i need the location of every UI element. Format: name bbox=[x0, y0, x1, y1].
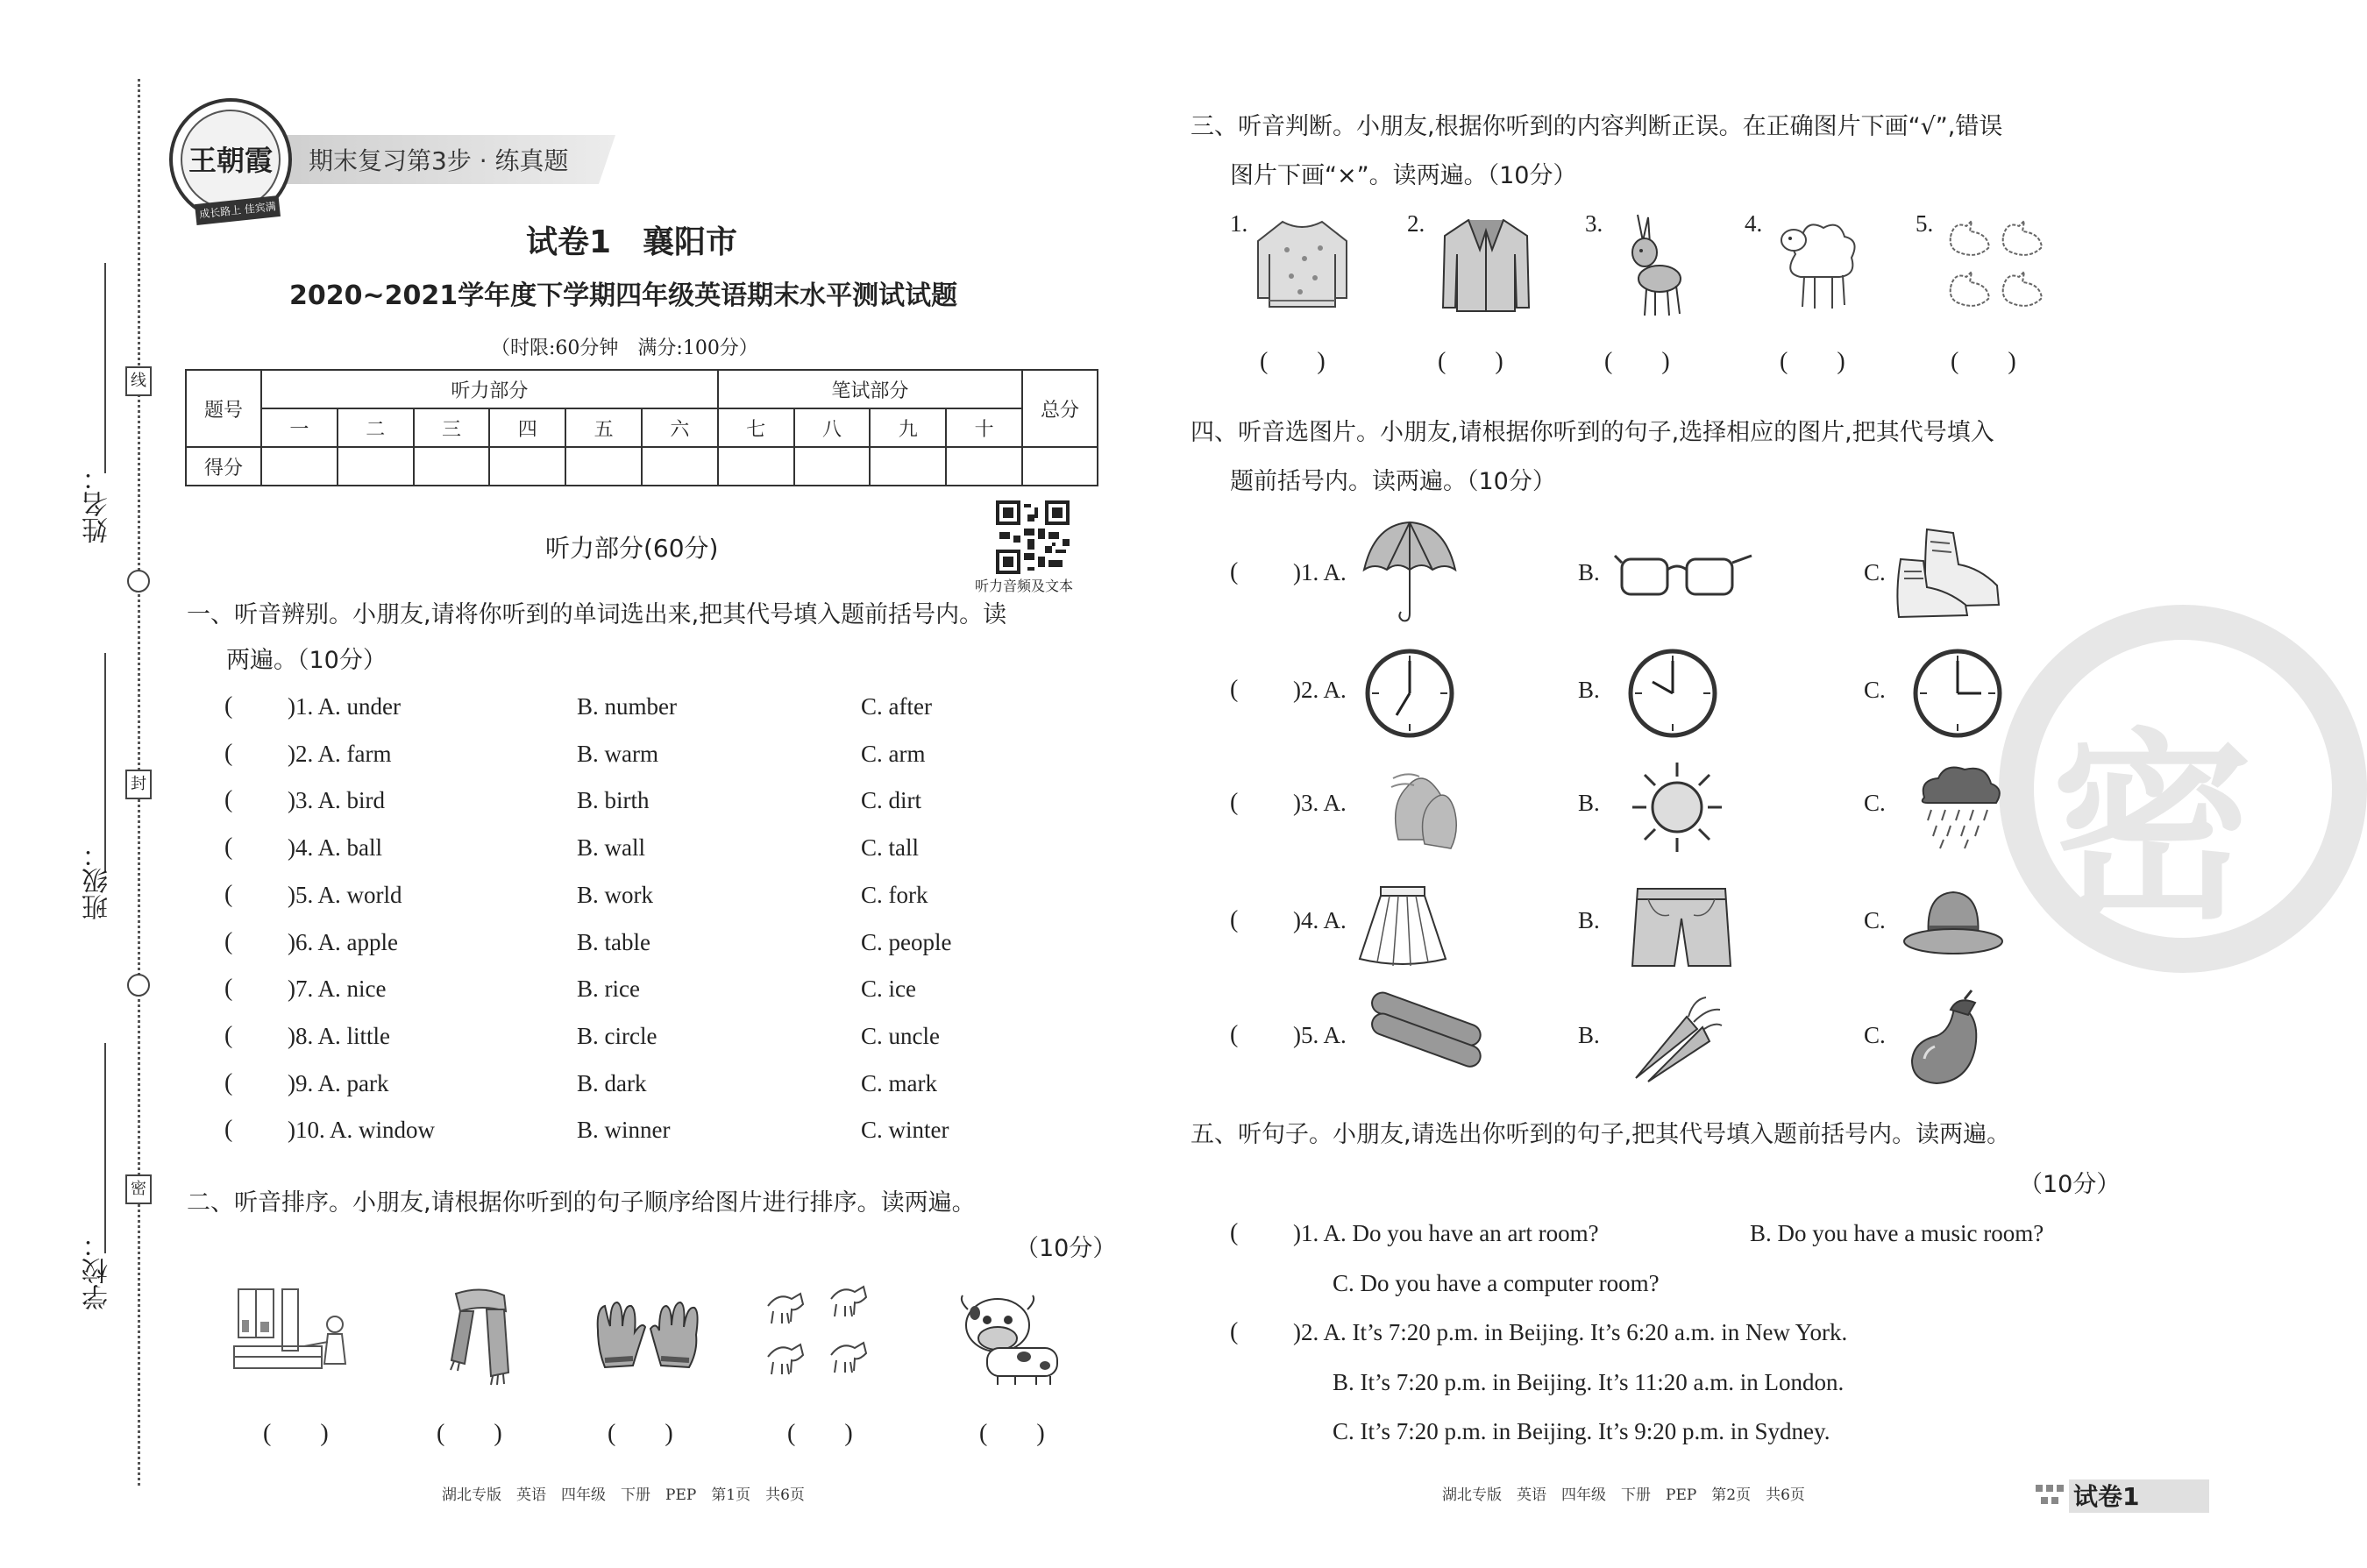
answer-paren-open[interactable]: ( bbox=[1230, 676, 1239, 703]
answer-paren-open[interactable]: ( bbox=[1230, 558, 1239, 585]
part1-option-b: B. work bbox=[577, 882, 653, 908]
part5-q1-option-b: B. Do you have a music room? bbox=[1750, 1220, 2044, 1246]
paper-title: 试卷1 襄阳市 bbox=[526, 224, 738, 260]
part1-option-a: )1. A. under bbox=[288, 693, 401, 720]
score-cell[interactable] bbox=[414, 447, 490, 486]
total-header: 总分 bbox=[1022, 370, 1098, 447]
eggplant-picture bbox=[1905, 987, 1993, 1088]
part4-heading-cont: 题前括号内。读两遍。（10分） bbox=[1230, 468, 1556, 495]
bread-picture bbox=[1368, 990, 1482, 1078]
school-blank-line bbox=[104, 1043, 106, 1253]
score-cell[interactable] bbox=[338, 447, 414, 486]
answer-blank[interactable]: ( ) bbox=[1951, 348, 2016, 375]
score-cell[interactable] bbox=[946, 447, 1022, 486]
dots-icon bbox=[2036, 1483, 2067, 1508]
part1-option-c: C. after bbox=[861, 693, 932, 720]
part3-heading-cont: 图片下画“×”。读两遍。（10分） bbox=[1230, 162, 1577, 189]
sheep-picture bbox=[1769, 210, 1866, 316]
part1-heading-cont: 两遍。（10分） bbox=[226, 647, 387, 674]
part1-option-c: C. tall bbox=[861, 834, 919, 861]
class-label: 班级： bbox=[82, 841, 113, 920]
part1-option-c: C. winter bbox=[861, 1117, 949, 1143]
part1-option-b: B. number bbox=[577, 693, 677, 720]
score-table bbox=[185, 369, 1098, 486]
total-score-cell[interactable] bbox=[1022, 447, 1098, 486]
q-number: 七 bbox=[718, 408, 794, 447]
part1-option-c: C. arm bbox=[861, 741, 926, 767]
part1-option-b: B. wall bbox=[577, 834, 645, 861]
listening-section-heading: 听力部分(60分) bbox=[545, 534, 719, 563]
answer-paren-open[interactable]: ( bbox=[224, 975, 233, 1002]
part4-heading: 四、听音选图片。小朋友,请根据你听到的句子,选择相应的图片,把其代号填入 bbox=[1191, 419, 1994, 446]
part1-option-a: )7. A. nice bbox=[288, 976, 387, 1002]
part4-option-c: C. bbox=[1864, 790, 1886, 816]
qr-caption: 听力音频及文本 bbox=[975, 578, 1074, 594]
part1-option-c: C. dirt bbox=[861, 787, 922, 813]
part4-option-b: B. bbox=[1578, 559, 1600, 585]
umbrella-picture bbox=[1357, 517, 1462, 627]
part1-option-a: )9. A. park bbox=[288, 1070, 389, 1096]
score-cell[interactable] bbox=[261, 447, 338, 486]
part5-q1-option-a: )1. A. Do you have an art room? bbox=[1293, 1220, 1599, 1246]
answer-paren-open[interactable]: ( bbox=[224, 1069, 233, 1096]
name-label: 姓名： bbox=[82, 465, 113, 543]
part1-option-b: B. winner bbox=[577, 1117, 671, 1143]
answer-paren-open[interactable]: ( bbox=[224, 1022, 233, 1049]
answer-blank[interactable]: ( ) bbox=[1438, 348, 1503, 375]
school-label: 学校： bbox=[82, 1231, 113, 1310]
score-cell[interactable] bbox=[870, 447, 946, 486]
rain-cloud-picture bbox=[1914, 759, 2006, 851]
writing-header: 笔试部分 bbox=[718, 370, 1022, 408]
margin-box-xian: 线 bbox=[125, 366, 152, 396]
horses-picture bbox=[761, 1280, 892, 1389]
brand-logo-band: 成长路上 佳宾满天 bbox=[195, 195, 281, 225]
part1-option-a: )2. A. farm bbox=[288, 741, 392, 767]
carrots-picture bbox=[1618, 990, 1724, 1087]
part4-option-b: B. bbox=[1578, 790, 1600, 816]
time-info: （时限:60分钟 满分:100分） bbox=[491, 337, 758, 359]
part4-option-a: )2. A. bbox=[1293, 677, 1347, 703]
picture-number: 3. bbox=[1585, 210, 1603, 237]
part4-option-c: C. bbox=[1864, 907, 1886, 933]
picture-number: 4. bbox=[1745, 210, 1763, 237]
answer-blank[interactable]: ( ) bbox=[979, 1420, 1045, 1447]
part4-option-b: B. bbox=[1578, 907, 1600, 933]
part2-heading: 二、听音排序。小朋友,请根据你听到的句子顺序给图片进行排序。读两遍。 bbox=[187, 1189, 976, 1217]
q-number: 二 bbox=[338, 408, 414, 447]
part1-option-c: C. uncle bbox=[861, 1023, 940, 1049]
step-ribbon-text: 期末复习第3步 · 练真题 bbox=[309, 146, 569, 175]
scarf-picture bbox=[443, 1285, 522, 1386]
score-cell[interactable] bbox=[718, 447, 794, 486]
answer-paren-open[interactable]: ( bbox=[1230, 1318, 1239, 1345]
part4-option-b: B. bbox=[1578, 1022, 1600, 1048]
jacket-picture bbox=[1438, 215, 1534, 316]
kitchen-picture bbox=[230, 1285, 361, 1381]
answer-blank[interactable]: ( ) bbox=[1604, 348, 1670, 375]
glasses-picture bbox=[1613, 543, 1753, 605]
answer-blank[interactable]: ( ) bbox=[1780, 348, 1845, 375]
q-number: 一 bbox=[261, 408, 338, 447]
part5-heading: 五、听句子。小朋友,请选出你听到的句子,把其代号填入题前括号内。读两遍。 bbox=[1191, 1121, 2011, 1148]
clock-picture-three bbox=[1911, 647, 2004, 740]
picture-number: 1. bbox=[1230, 210, 1248, 237]
score-cell[interactable] bbox=[642, 447, 718, 486]
score-cell[interactable] bbox=[489, 447, 565, 486]
score-cell[interactable] bbox=[565, 447, 642, 486]
part4-option-b: B. bbox=[1578, 677, 1600, 703]
answer-paren-open[interactable]: ( bbox=[224, 1116, 233, 1143]
margin-box-feng: 封 bbox=[125, 770, 152, 799]
q-number: 九 bbox=[870, 408, 946, 447]
part4-option-c: C. bbox=[1864, 1022, 1886, 1048]
answer-paren-open[interactable]: ( bbox=[224, 834, 233, 861]
picture-number: 5. bbox=[1916, 210, 1934, 237]
answer-paren-open[interactable]: ( bbox=[224, 881, 233, 908]
answer-blank[interactable]: ( ) bbox=[263, 1420, 329, 1447]
answer-blank[interactable]: ( ) bbox=[437, 1420, 502, 1447]
answer-blank[interactable]: ( ) bbox=[787, 1420, 853, 1447]
answer-paren-open[interactable]: ( bbox=[1230, 906, 1239, 933]
part2-score: （10分） bbox=[1015, 1235, 1117, 1262]
answer-paren-open[interactable]: ( bbox=[224, 692, 233, 720]
answer-paren-open[interactable]: ( bbox=[224, 786, 233, 813]
part1-option-c: C. fork bbox=[861, 882, 928, 908]
margin-box-mi: 密 bbox=[125, 1174, 152, 1204]
part1-option-a: )10. A. window bbox=[288, 1117, 435, 1143]
part1-option-a: )5. A. world bbox=[288, 882, 402, 908]
paper-subtitle: 2020~2021学年度下学期四年级英语期末水平测试试题 bbox=[289, 280, 958, 311]
part5-q2-option-c: C. It’s 7:20 p.m. in Beijing. It’s 9:20 p.m. in Sydney. bbox=[1333, 1418, 1830, 1444]
col-header: 题号 bbox=[186, 370, 261, 447]
clock-picture-seven bbox=[1363, 647, 1456, 740]
gloves-picture bbox=[589, 1295, 703, 1383]
part1-option-b: B. dark bbox=[577, 1070, 647, 1096]
hens-picture bbox=[1942, 210, 2056, 320]
part4-option-a: )1. A. bbox=[1293, 559, 1347, 585]
hat-picture bbox=[1901, 883, 2006, 971]
part1-option-b: B. circle bbox=[577, 1023, 658, 1049]
score-cell[interactable] bbox=[794, 447, 871, 486]
name-blank-line bbox=[104, 263, 106, 473]
part1-option-a: )4. A. ball bbox=[288, 834, 382, 861]
part4-option-c: C. bbox=[1864, 677, 1886, 703]
part3-heading: 三、听音判断。小朋友,根据你听到的内容判断正误。在正确图片下画“√”,错误 bbox=[1191, 113, 2003, 140]
picture-number: 2. bbox=[1407, 210, 1425, 237]
row-header: 得分 bbox=[186, 447, 261, 486]
part5-q1-option-c: C. Do you have a computer room? bbox=[1333, 1270, 1660, 1296]
answer-blank[interactable]: ( ) bbox=[1260, 348, 1326, 375]
listening-header: 听力部分 bbox=[261, 370, 718, 408]
part1-option-c: C. mark bbox=[861, 1070, 937, 1096]
sweater-picture bbox=[1252, 215, 1353, 311]
footer-right: 湖北专版 英语 四年级 下册 PEP 第2页 共6页 bbox=[1442, 1486, 1805, 1504]
part1-option-b: B. table bbox=[577, 929, 650, 955]
answer-blank[interactable]: ( ) bbox=[608, 1420, 673, 1447]
clock-picture-ten bbox=[1626, 647, 1719, 740]
skirt-picture bbox=[1354, 883, 1451, 971]
q-number: 八 bbox=[794, 408, 871, 447]
part4-option-a: )4. A. bbox=[1293, 907, 1347, 933]
part4-option-a: )5. A. bbox=[1293, 1022, 1347, 1048]
part5-q2-option-a: )2. A. It’s 7:20 p.m. in Beijing. It’s 6:20 a.m. in New York. bbox=[1293, 1319, 1848, 1345]
answer-paren-open[interactable]: ( bbox=[224, 740, 233, 767]
windy-trees-picture bbox=[1390, 761, 1460, 857]
part4-option-a: )3. A. bbox=[1293, 790, 1347, 816]
margin-circle bbox=[127, 570, 150, 592]
q-number: 四 bbox=[489, 408, 565, 447]
q-number: 六 bbox=[642, 408, 718, 447]
donkey-picture bbox=[1611, 210, 1690, 320]
paper-tag: 试卷1 bbox=[2073, 1482, 2140, 1511]
part1-option-a: )3. A. bird bbox=[288, 787, 385, 813]
class-blank-line bbox=[104, 653, 106, 872]
part5-score: （10分） bbox=[2019, 1171, 2121, 1198]
part5-q2-option-b: B. It’s 7:20 p.m. in Beijing. It’s 11:20 a.m. in London. bbox=[1333, 1369, 1845, 1395]
watermark-char: 密 bbox=[2051, 713, 2254, 947]
part1-option-b: B. birth bbox=[577, 787, 650, 813]
qr-code-icon[interactable] bbox=[996, 500, 1070, 574]
q-number: 五 bbox=[565, 408, 642, 447]
answer-paren-open[interactable]: ( bbox=[1230, 789, 1239, 816]
part1-option-a: )6. A. apple bbox=[288, 929, 398, 955]
q-number: 十 bbox=[946, 408, 1022, 447]
part1-heading: 一、听音辨别。小朋友,请将你听到的单词选出来,把其代号填入题前括号内。读 bbox=[187, 601, 1007, 628]
part1-option-b: B. rice bbox=[577, 976, 640, 1002]
part1-option-b: B. warm bbox=[577, 741, 658, 767]
sneakers-picture bbox=[1892, 524, 2006, 621]
shorts-picture bbox=[1629, 883, 1734, 971]
part4-option-c: C. bbox=[1864, 559, 1886, 585]
cow-picture bbox=[954, 1290, 1077, 1387]
answer-paren-open[interactable]: ( bbox=[1230, 1219, 1239, 1246]
part1-option-c: C. ice bbox=[861, 976, 916, 1002]
q-number: 三 bbox=[414, 408, 490, 447]
brand-logo-text: 王朝霞 bbox=[188, 144, 273, 177]
sun-picture bbox=[1629, 759, 1725, 855]
margin-circle bbox=[127, 974, 150, 997]
answer-paren-open[interactable]: ( bbox=[1230, 1021, 1239, 1048]
answer-paren-open[interactable]: ( bbox=[224, 928, 233, 955]
part1-option-a: )8. A. little bbox=[288, 1023, 390, 1049]
part1-option-c: C. people bbox=[861, 929, 952, 955]
footer-left: 湖北专版 英语 四年级 下册 PEP 第1页 共6页 bbox=[442, 1486, 805, 1504]
